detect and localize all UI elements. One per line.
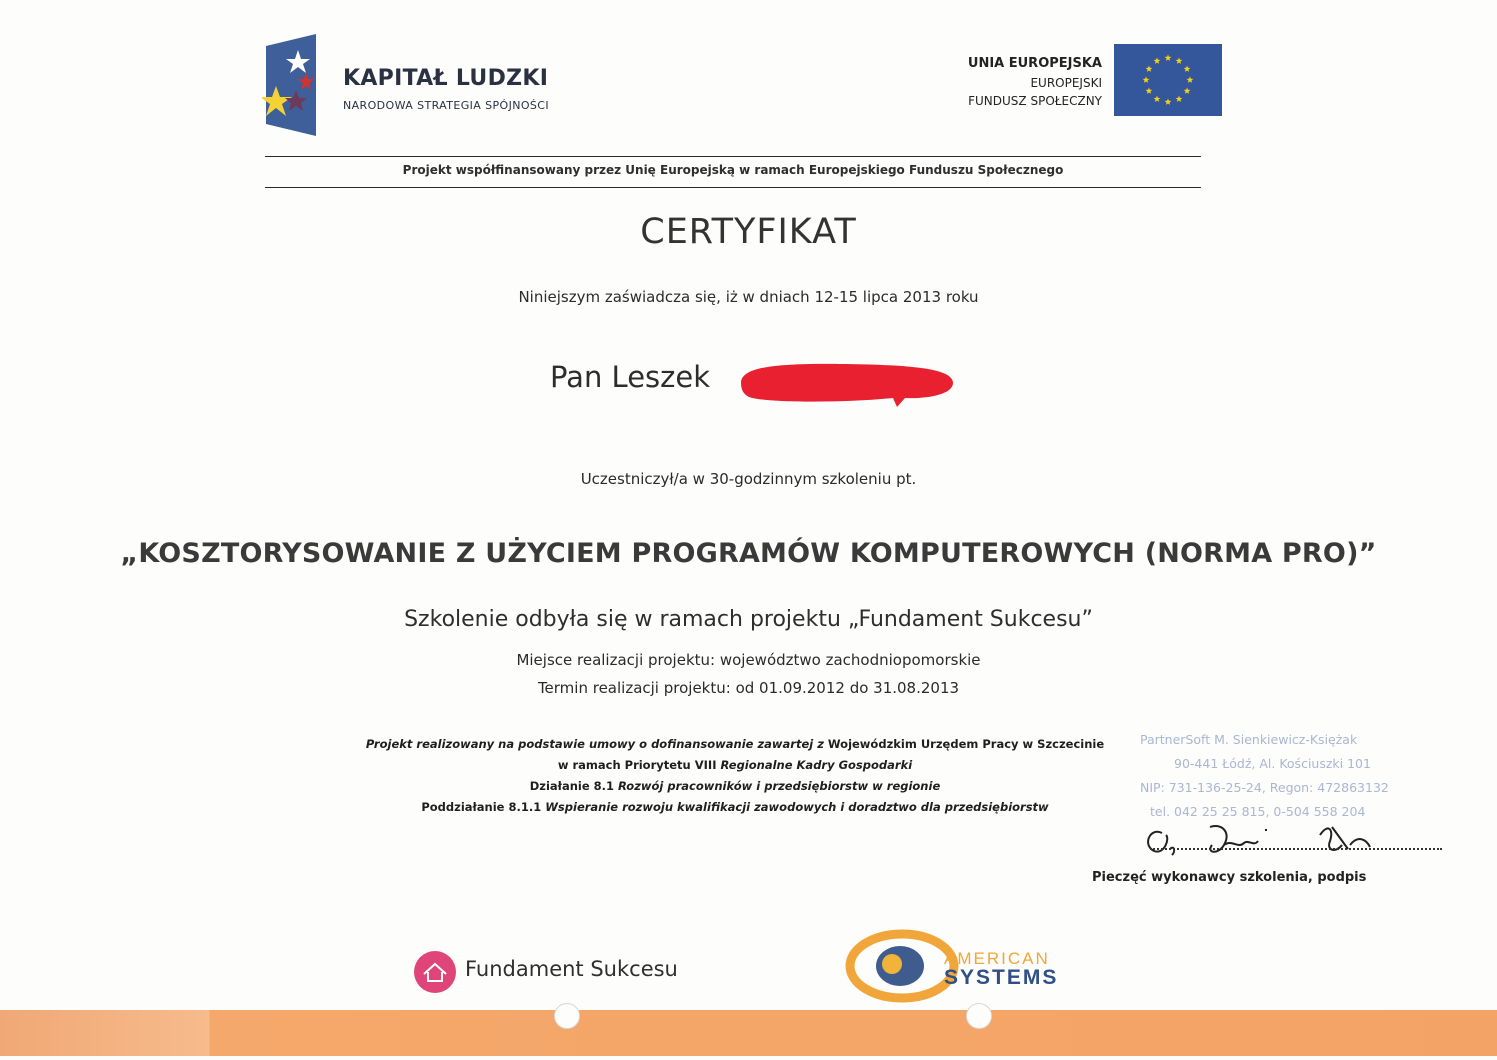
fundament-sukcesu-house-icon (413, 950, 457, 994)
signature-dotted-line (1150, 848, 1442, 850)
eu-title: UNIA EUROPEJSKA (967, 56, 1102, 71)
cofinancing-note: Projekt współfinansowany przez Unię Europejską w ramach Europejskiego Funduszu Społecznego (402, 163, 1064, 177)
stamp-caption: Pieczęć wykonawcy szkolenia, podpis (1092, 870, 1367, 885)
eu-flag-icon (1114, 44, 1222, 116)
project-place: Miejsce realizacji projektu: województwo zachodniopomorskie (516, 651, 981, 669)
certificate-title: CERTYFIKAT (640, 212, 857, 252)
redaction-mark (735, 361, 957, 407)
project-term: Termin realizacji projektu: od 01.09.2012 do 31.08.2013 (537, 679, 960, 697)
project-name: Szkolenie odbyła się w ramach projektu „Fundament Sukcesu” (404, 607, 1093, 632)
legal-basis (330, 734, 1140, 818)
american-systems-line-2: SYSTEMS (944, 966, 1059, 989)
american-systems-line-1: AMERICAN (944, 949, 1050, 968)
fundament-sukcesu-name: Fundament Sukcesu (465, 957, 678, 981)
eu-text-block (968, 54, 1102, 110)
stamp-line-3: NIP: 731-136-25-24, Regon: 472863132 (1140, 780, 1389, 795)
bottom-decorative-bar (0, 1010, 1497, 1056)
punch-hole-right (966, 1003, 992, 1029)
legal-line-2: w ramach Priorytetu VIII Regionalne Kadry Gospodarki (557, 758, 913, 772)
course-title: „KOSZTORYSOWANIE Z UŻYCIEM PROGRAMÓW KOMPUTEROWYCH (NORMA PRO)” (120, 538, 1377, 569)
eu-line-1: EUROPEJSKI (1030, 76, 1102, 90)
handwritten-signature (1120, 805, 1410, 865)
participation-text: Uczestniczył/a w 30-godzinnym szkoleniu pt. (580, 470, 917, 488)
legal-line-1: Projekt realizowany na podstawie umowy o dofinansowanie zawartej z Wojewódzkim Urzędem Pracy w Szczecinie (365, 737, 1105, 751)
legal-line-4: Poddziałanie 8.1.1 Wspieranie rozwoju kwalifikacji zawodowych i doradztwo dla przedsiębiorstw (421, 800, 1049, 814)
certificate-intro: Niniejszym zaświadcza się, iż w dniach 12-15 lipca 2013 roku (518, 288, 979, 306)
kapital-ludzki-logo (262, 34, 322, 138)
stamp-line-4: tel. 042 25 25 815, 0-504 558 204 (1150, 804, 1366, 819)
stamp-line-2: 90-441 Łódź, Al. Kościuszki 101 (1174, 756, 1371, 771)
punch-hole-left (554, 1003, 580, 1029)
header-rule-top (265, 156, 1201, 157)
eu-line-2: FUNDUSZ SPOŁECZNY (968, 94, 1102, 108)
kapital-ludzki-subtitle: NARODOWA STRATEGIA SPÓJNOŚCI (343, 99, 550, 112)
legal-line-3: Działanie 8.1 Rozwój pracowników i przedsiębiorstw w regionie (529, 779, 941, 793)
american-systems-logo (842, 928, 1092, 1008)
header-rule-bottom (265, 187, 1201, 188)
recipient-name-row (550, 360, 710, 394)
kapital-ludzki-title: KAPITAŁ LUDZKI (343, 66, 549, 91)
recipient-name: Pan Leszek (550, 360, 711, 394)
stamp-line-1: PartnerSoft M. Sienkiewicz-Księżak (1140, 732, 1358, 747)
